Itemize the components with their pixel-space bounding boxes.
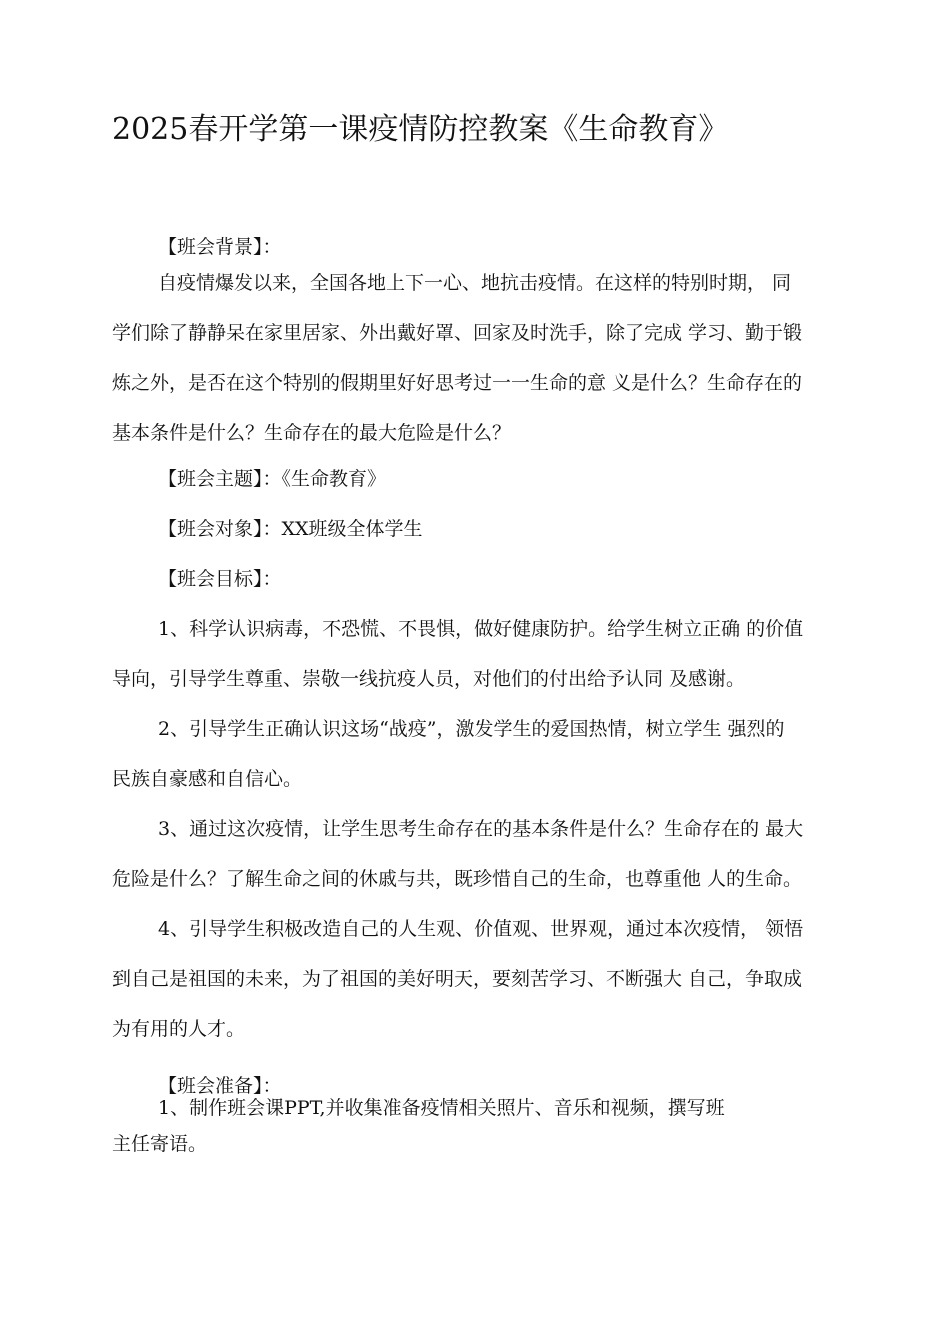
page-title: 2025春开学第一课疫情防控教案《生命教育》 bbox=[112, 112, 729, 147]
paragraph-line: 学们除了静静呆在家里居家、外出戴好罩、回家及时洗手，除了完成 学习、勤于锻 bbox=[112, 322, 803, 344]
paragraph-line: 危险是什么？了解生命之间的休戚与共，既珍惜自己的生命，也尊重他 人的生命。 bbox=[112, 868, 803, 890]
goal-section bbox=[112, 554, 850, 604]
background-paragraph bbox=[112, 258, 850, 458]
goal-item-4 bbox=[112, 904, 850, 1054]
paragraph-line: 自疫情爆发以来，全国各地上下一心、地抗击疫情。在这样的特别时期， 同 bbox=[158, 272, 792, 294]
goal-item-2 bbox=[112, 704, 850, 804]
paragraph-line: 到自己是祖国的未来，为了祖国的美好明天，要刻苦学习、不断强大 自己，争取成 bbox=[112, 968, 803, 990]
paragraph-line: 基本条件是什么？生命存在的最大危险是什么？ bbox=[112, 422, 512, 444]
goal-heading: 【班会目标】： bbox=[158, 568, 282, 590]
paragraph-line: 1、科学认识病毒，不恐慌、不畏惧，做好健康防护。给学生树立正确 的价值 bbox=[158, 618, 804, 640]
goal-item-3 bbox=[112, 804, 850, 904]
theme-section bbox=[112, 454, 850, 504]
theme-line: 【班会主题】：《生命教育》 bbox=[158, 468, 387, 490]
paragraph-line: 3、通过这次疫情，让学生思考生命存在的基本条件是什么？生命存在的 最大 bbox=[158, 818, 804, 840]
paragraph-line: 2、引导学生正确认识这场“战疫”，激发学生的爱国热情，树立学生 强烈的 bbox=[158, 718, 785, 740]
goal-item-1 bbox=[112, 604, 850, 704]
paragraph-line: 1、制作班会课PPT,并收集准备疫情相关照片、音乐和视频，撰写班 bbox=[158, 1097, 725, 1119]
paragraph-line: 主任寄语。 bbox=[112, 1133, 208, 1155]
target-section bbox=[112, 504, 850, 554]
prep-paragraph bbox=[112, 1090, 850, 1162]
target-line: 【班会对象】：XX班级全体学生 bbox=[158, 518, 423, 540]
paragraph-line: 导向，引导学生尊重、崇敬一线抗疫人员，对他们的付出给予认同 及感谢。 bbox=[112, 668, 746, 690]
paragraph-line: 炼之外，是否在这个特别的假期里好好思考过一一生命的意 义是什么？生命存在的 bbox=[112, 372, 803, 394]
paragraph-line: 为有用的人才。 bbox=[112, 1018, 246, 1040]
background-heading: 【班会背景】： bbox=[158, 236, 282, 258]
prep-heading: 【班会准备】： bbox=[158, 1075, 282, 1097]
paragraph-line: 4、引导学生积极改造自己的人生观、价值观、世界观，通过本次疫情， 领悟 bbox=[158, 918, 804, 940]
paragraph-line: 民族自豪感和自信心。 bbox=[112, 768, 303, 790]
